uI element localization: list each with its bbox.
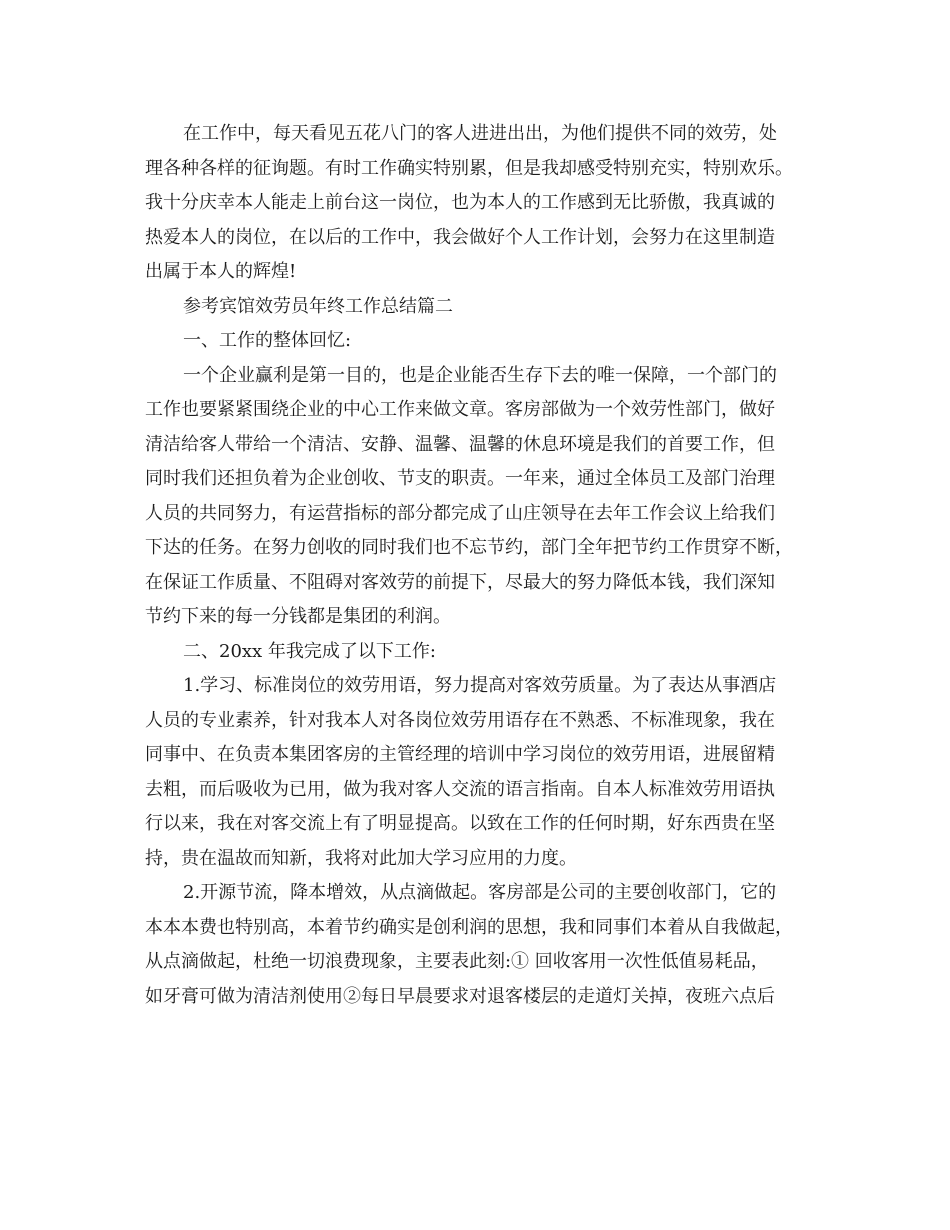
text-line: 工作也要紧紧围绕企业的中心工作来做文章。客房部做为一个效劳性部门，做好 — [145, 399, 775, 420]
text-line: 行以来，我在对客交流上有了明显提高。以致在工作的任何时期，好东西贵在坚 — [145, 813, 775, 834]
text-line: 人员的专业素养，针对我本人对各岗位效劳用语存在不熟悉、不标准现象，我在 — [145, 709, 775, 731]
text-line: 同时我们还担负着为企业创收、节支的职责。一年来，通过全体员工及部门治理 — [145, 468, 775, 489]
document-body — [145, 117, 810, 1014]
text-line: 本本本费也特别高，本着节约确实是创利润的思想，我和同事们本着从自我做起， — [145, 916, 793, 938]
text-line: 在工作中，每天看见五花八门的客人进进出出，为他们提供不同的效劳，处 — [183, 123, 777, 144]
text-line: 我十分庆幸本人能走上前台这一岗位，也为本人的工作感到无比骄傲，我真诚的 — [145, 192, 775, 213]
text-line: 如牙膏可做为清洁剂使用②每日早晨要求对退客楼层的走道灯关掉，夜班六点后 — [145, 985, 775, 1007]
text-line: 持，贵在温故而知新，我将对此加大学习应用的力度。 — [145, 847, 577, 869]
text-line: 二、20xx 年我完成了以下工作: — [183, 640, 436, 662]
text-line: 同事中、在负责本集团客房的主管经理的培训中学习岗位的效劳用语，进展留精 — [145, 744, 775, 765]
text-line: 出属于本人的辉煌! — [145, 261, 297, 282]
text-line: 清洁给客人带给一个清洁、安静、温馨、温馨的休息环境是我们的首要工作，但 — [145, 433, 775, 455]
text-line: 一个企业赢利是第一目的，也是企业能否生存下去的唯一保障，一个部门的 — [183, 364, 777, 386]
text-line: 在保证工作质量、不阻碍对客效劳的前提下，尽最大的努力降低本钱，我们深知 — [145, 571, 775, 593]
text-line: 去粗，而后吸收为已用，做为我对客人交流的语言指南。自本人标准效劳用语执 — [145, 778, 775, 800]
text-line: 人员的共同努力，有运营指标的部分都完成了山庄领导在去年工作会议上给我们 — [145, 502, 775, 524]
text-line: 理各种各样的征询题。有时工作确实特别累，但是我却感受特别充实，特别欢乐。 — [145, 157, 793, 179]
text-line: 从点滴做起，杜绝一切浪费现象，主要表此刻:① 回收客用一次性低值易耗品， — [145, 951, 769, 972]
text-line: 2.开源节流，降本增效，从点滴做起。客房部是公司的主要创收部门，它的 — [183, 882, 777, 903]
text-line: 参考宾馆效劳员年终工作总结篇二 — [183, 295, 453, 317]
text-line: 1.学习、标准岗位的效劳用语，努力提高对客效劳质量。为了表达从事酒店 — [183, 675, 777, 696]
text-line: 下达的任务。在努力创收的同时我们也不忘节约，部门全年把节约工作贯穿不断， — [145, 537, 793, 558]
text-line: 一、工作的整体回忆: — [183, 330, 352, 351]
text-line: 节约下来的每一分钱都是集团的利润。 — [145, 606, 451, 627]
text-line: 热爱本人的岗位，在以后的工作中，我会做好个人工作计划，会努力在这里制造 — [145, 226, 775, 248]
